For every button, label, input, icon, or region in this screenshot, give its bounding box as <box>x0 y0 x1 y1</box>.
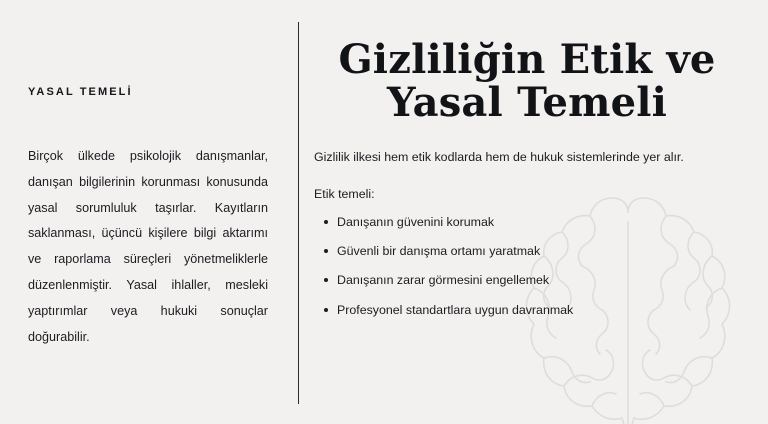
bullet-list <box>314 214 746 319</box>
bullets-heading: Etik temeli: <box>314 186 375 201</box>
list-item: Profesyonel standartlara uygun davranmak <box>324 302 746 319</box>
vertical-divider <box>298 22 299 404</box>
left-column <box>0 0 298 424</box>
list-item: Güvenli bir danışma ortamı yaratmak <box>324 243 746 260</box>
right-column <box>314 0 754 424</box>
left-body-paragraph: Birçok ülkede psikolojik danışmanlar, danışan bilgilerinin korunması konusunda yasal sorumluluk taşırlar. Kayıtların saklanması, üçüncü kişilere bilgi aktarımı ve raporlama süreçleri yönetmeliklerle düzenlenmiştir. Yasal ihlaller, mesleki yaptırımlar veya hukuki sonuçlar doğurabilir. <box>28 149 268 344</box>
intro-paragraph: Gizlilik ilkesi hem etik kodlarda hem de hukuk sistemlerinde yer alır. <box>314 150 684 165</box>
list-item: Danışanın zarar görmesini engellemek <box>324 272 746 289</box>
list-item: Danışanın güvenini korumak <box>324 214 746 231</box>
page-title: Gizliliğin Etik ve Yasal Temeli <box>338 36 716 127</box>
section-eyebrow-label: YASAL TEMELİ <box>28 86 133 98</box>
